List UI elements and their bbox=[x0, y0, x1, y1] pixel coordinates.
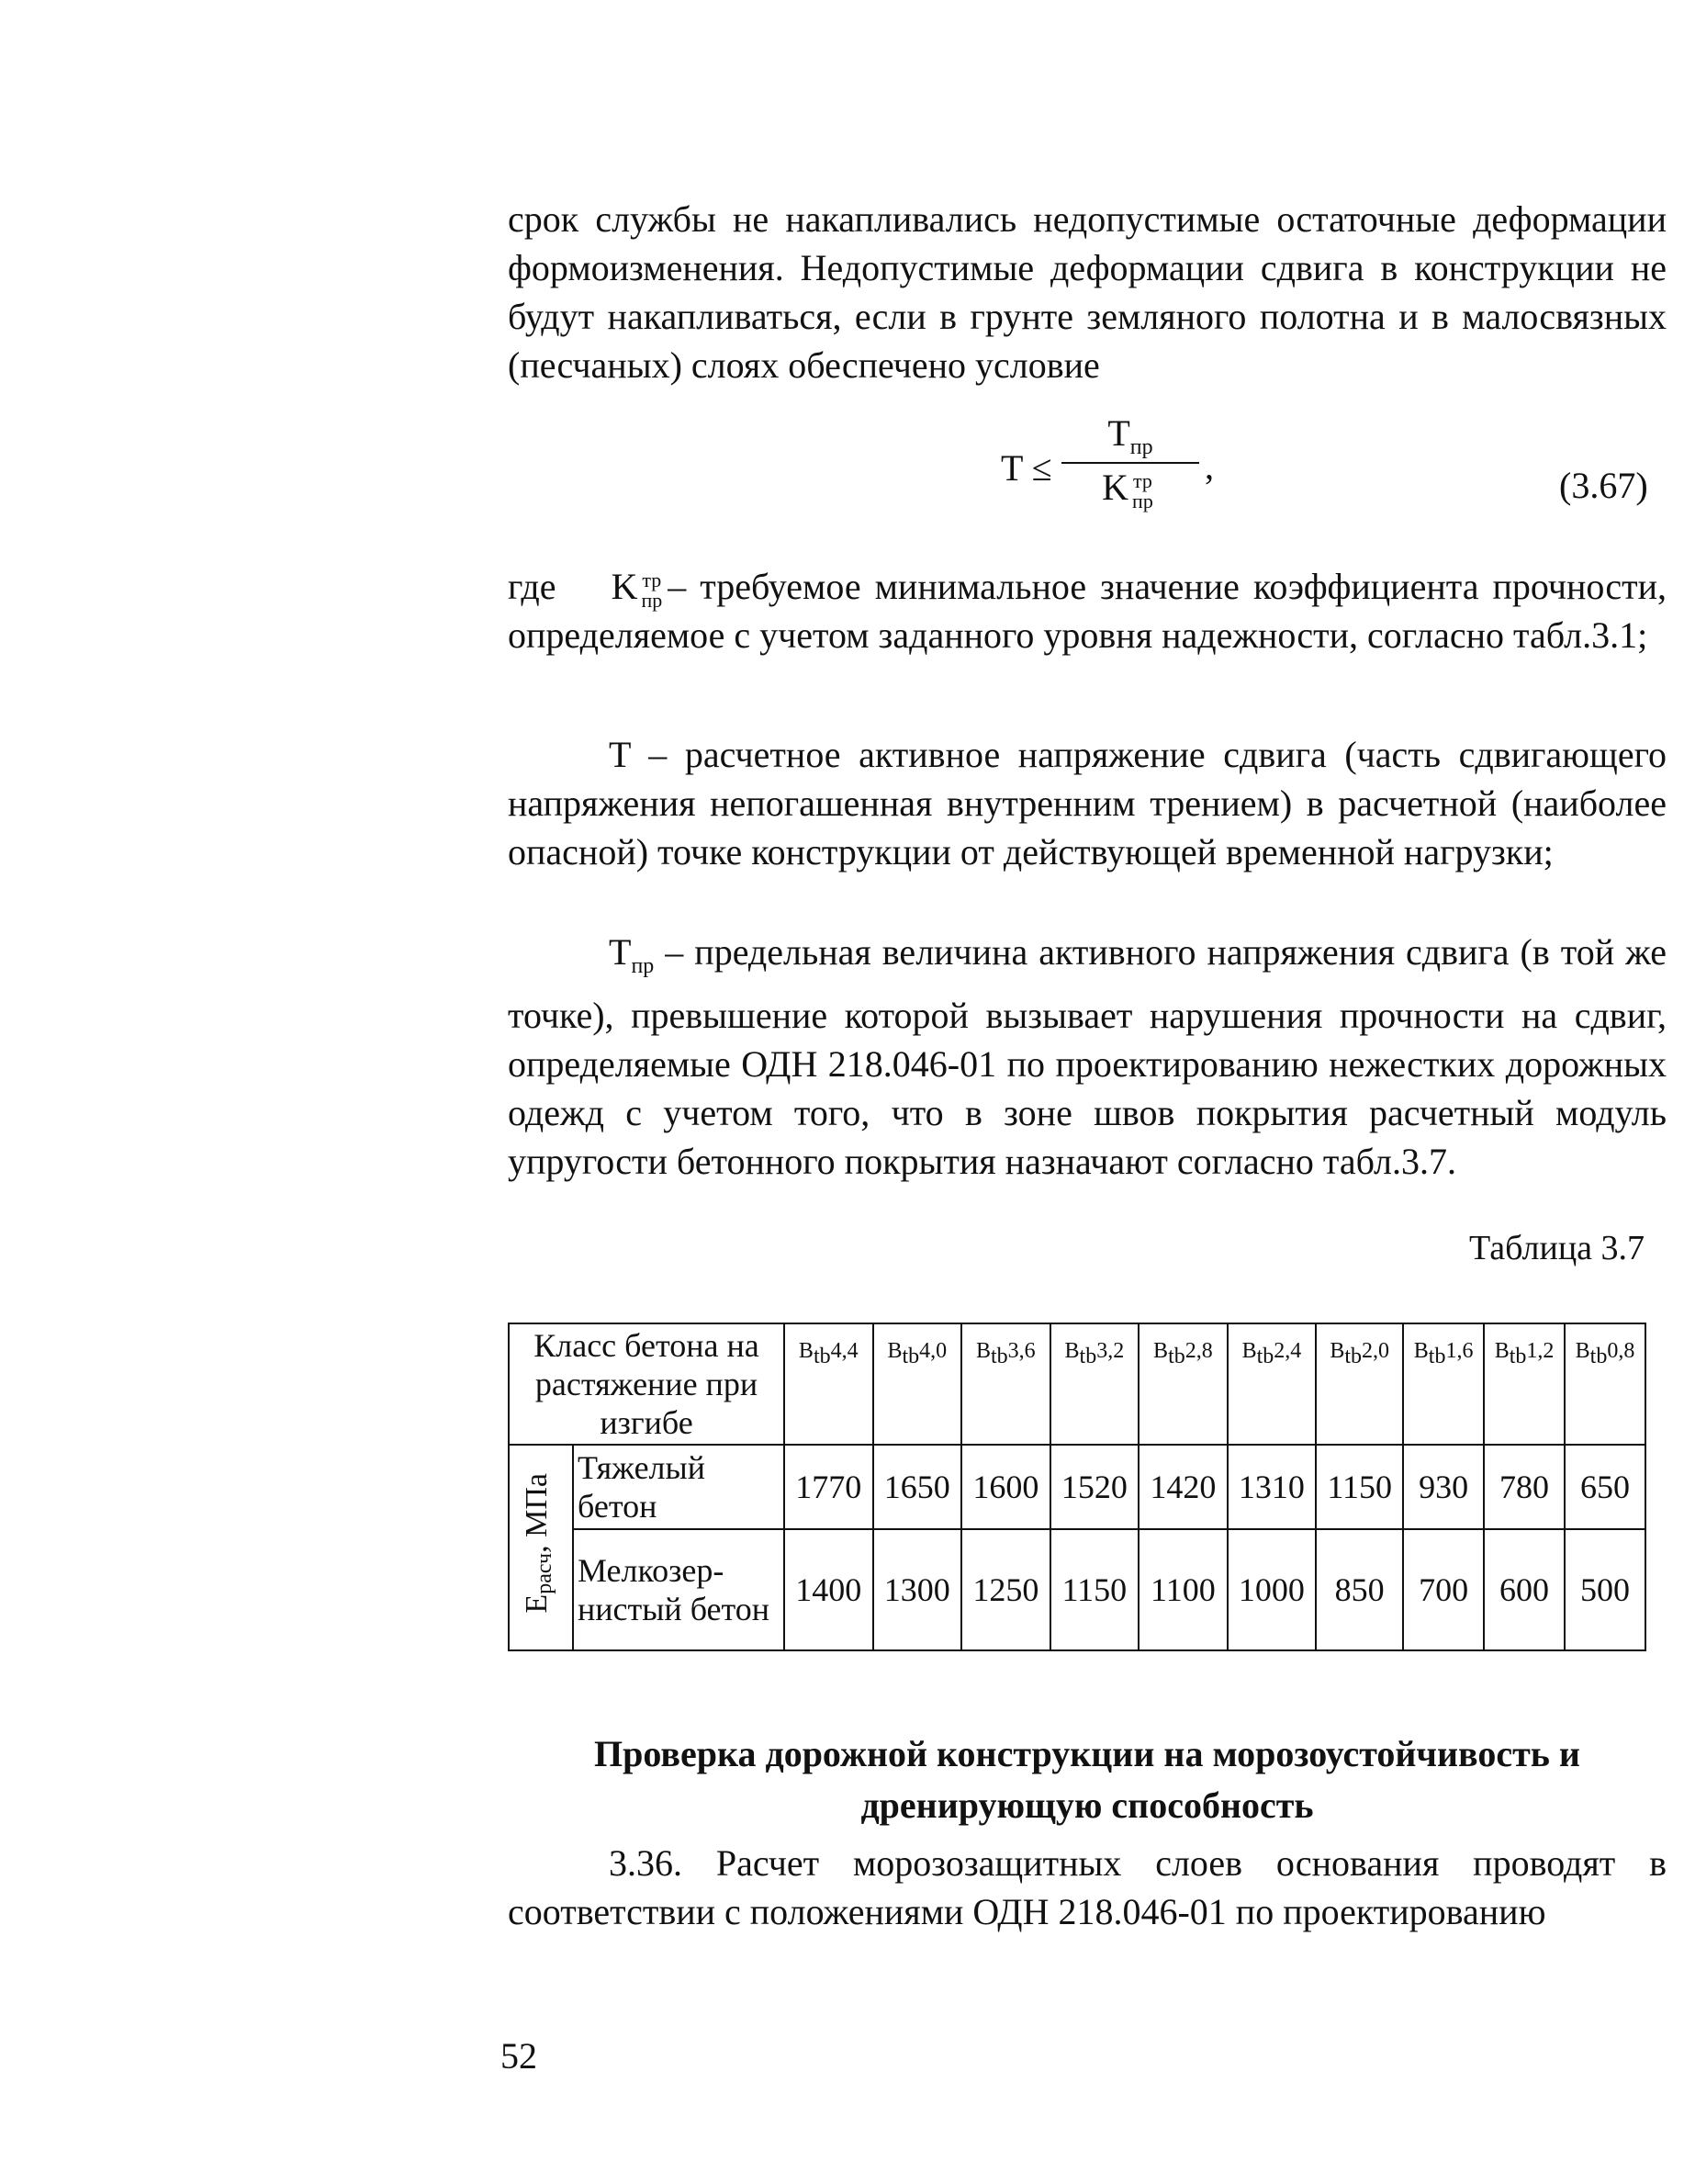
table-cell: 1520 bbox=[1050, 1445, 1140, 1529]
class-cell: $B_{tb}1,6$ bbox=[1403, 1323, 1484, 1445]
table-cell: 930 bbox=[1403, 1445, 1484, 1529]
table-cell: 1100 bbox=[1139, 1529, 1228, 1650]
formula-denominator: K тр пр bbox=[1102, 467, 1153, 512]
table-cell: 1400 bbox=[784, 1529, 873, 1650]
table-cell: 1250 bbox=[961, 1529, 1050, 1650]
formula-numerator: $T_{пр}$ bbox=[1061, 411, 1199, 464]
class-cell: $B_{tb}0,8$ bbox=[1565, 1323, 1645, 1445]
definition-t: T – расчетное активное напряжение сдвига (часть сдвигающего напряжения непогашенная внутренним трением) в расчетной (наиболее опасной) точке конструкции от действующей временной нагрузки; bbox=[508, 734, 1667, 872]
class-cell: $B_{tb}2,4$ bbox=[1228, 1323, 1317, 1445]
paragraph-3-36: 3.36. Расчет морозозащитных слоев основания проводят в соответствии с положениями ОДН 218.046-01 по проектированию bbox=[508, 1842, 1667, 1932]
formula-lhs: T ≤ bbox=[1001, 447, 1052, 489]
row-label-finegrain: Мелкозер-нистый бетон bbox=[573, 1529, 784, 1650]
header-concrete-class: Класс бетона на растяжение при изгибе bbox=[509, 1323, 784, 1445]
table-cell: 600 bbox=[1484, 1529, 1565, 1650]
row-label-heavy: Тяжелый бетон bbox=[573, 1445, 784, 1529]
class-cell: $B_{tb}4,0$ bbox=[873, 1323, 962, 1445]
table-cell: 1600 bbox=[961, 1445, 1050, 1529]
table-cell: 1300 bbox=[873, 1529, 962, 1650]
class-cell: $B_{tb}3,2$ bbox=[1050, 1323, 1140, 1445]
page-number: 52 bbox=[500, 2035, 537, 2077]
table-cell: 1770 bbox=[784, 1445, 873, 1529]
table-cell: 700 bbox=[1403, 1529, 1484, 1650]
table-cell: 1650 bbox=[873, 1445, 962, 1529]
paragraph-intro: срок службы не накапливались недопустимые остаточные деформации формоизменения. Недопустимые деформации сдвига в конструкции не будут накапливаться, если в грунте земляного полотна и в малосвязных (песчаных) слоях обеспечено условие bbox=[508, 198, 1667, 386]
row-group-label: $E_{расч}$, МПа bbox=[509, 1445, 573, 1650]
formula-3-67: T ≤ $T_{пр}$ K тр пр , bbox=[1001, 412, 1214, 512]
table-cell: 650 bbox=[1565, 1445, 1645, 1529]
class-cell: $B_{tb}2,8$ bbox=[1139, 1323, 1228, 1445]
table-cell: 500 bbox=[1565, 1529, 1645, 1650]
definition-k: где K тр пр – требуемое минимальное значение коэффициента прочности, определяемое с учетом заданного уровня надежности, согласно табл.3.1; bbox=[508, 566, 1667, 656]
section-heading: Проверка дорожной конструкции на морозоустойчивость и дренирующую способность bbox=[594, 1733, 1580, 1826]
table-cell: 1150 bbox=[1050, 1529, 1140, 1650]
class-cell: $B_{tb}1,2$ bbox=[1484, 1323, 1565, 1445]
equation-number: (3.67) bbox=[1559, 465, 1648, 506]
table-cell: 850 bbox=[1316, 1529, 1403, 1650]
table-cell: 780 bbox=[1484, 1445, 1565, 1529]
class-cell: $B_{tb}4,4$ bbox=[784, 1323, 873, 1445]
table-row bbox=[509, 1445, 1645, 1529]
table-cell: 1150 bbox=[1316, 1445, 1403, 1529]
table-caption: Таблица 3.7 bbox=[1469, 1229, 1645, 1267]
class-cell: $B_{tb}2,0$ bbox=[1316, 1323, 1403, 1445]
table-row bbox=[509, 1529, 1645, 1650]
formula-fraction bbox=[1061, 411, 1199, 512]
table-cell: 1310 bbox=[1228, 1445, 1317, 1529]
table-cell: 1420 bbox=[1139, 1445, 1228, 1529]
modulus-table bbox=[508, 1323, 1646, 1651]
table-header-row bbox=[509, 1323, 1645, 1445]
class-cell: $B_{tb}3,6$ bbox=[961, 1323, 1050, 1445]
definition-t-pr: $T_{пр}$ – предельная величина активного напряжения сдвига (в той же точке), превышение которой вызывает нарушения прочности на сдвиг, определяемые ОДН 218.046-01 по проектированию нежестких дорожных одежд с учетом того, что в зоне швов покрытия расчетный модуль упругости бетонного покрытия назначают согласно табл.3.7. bbox=[508, 931, 1667, 1182]
table-cell: 1000 bbox=[1228, 1529, 1317, 1650]
